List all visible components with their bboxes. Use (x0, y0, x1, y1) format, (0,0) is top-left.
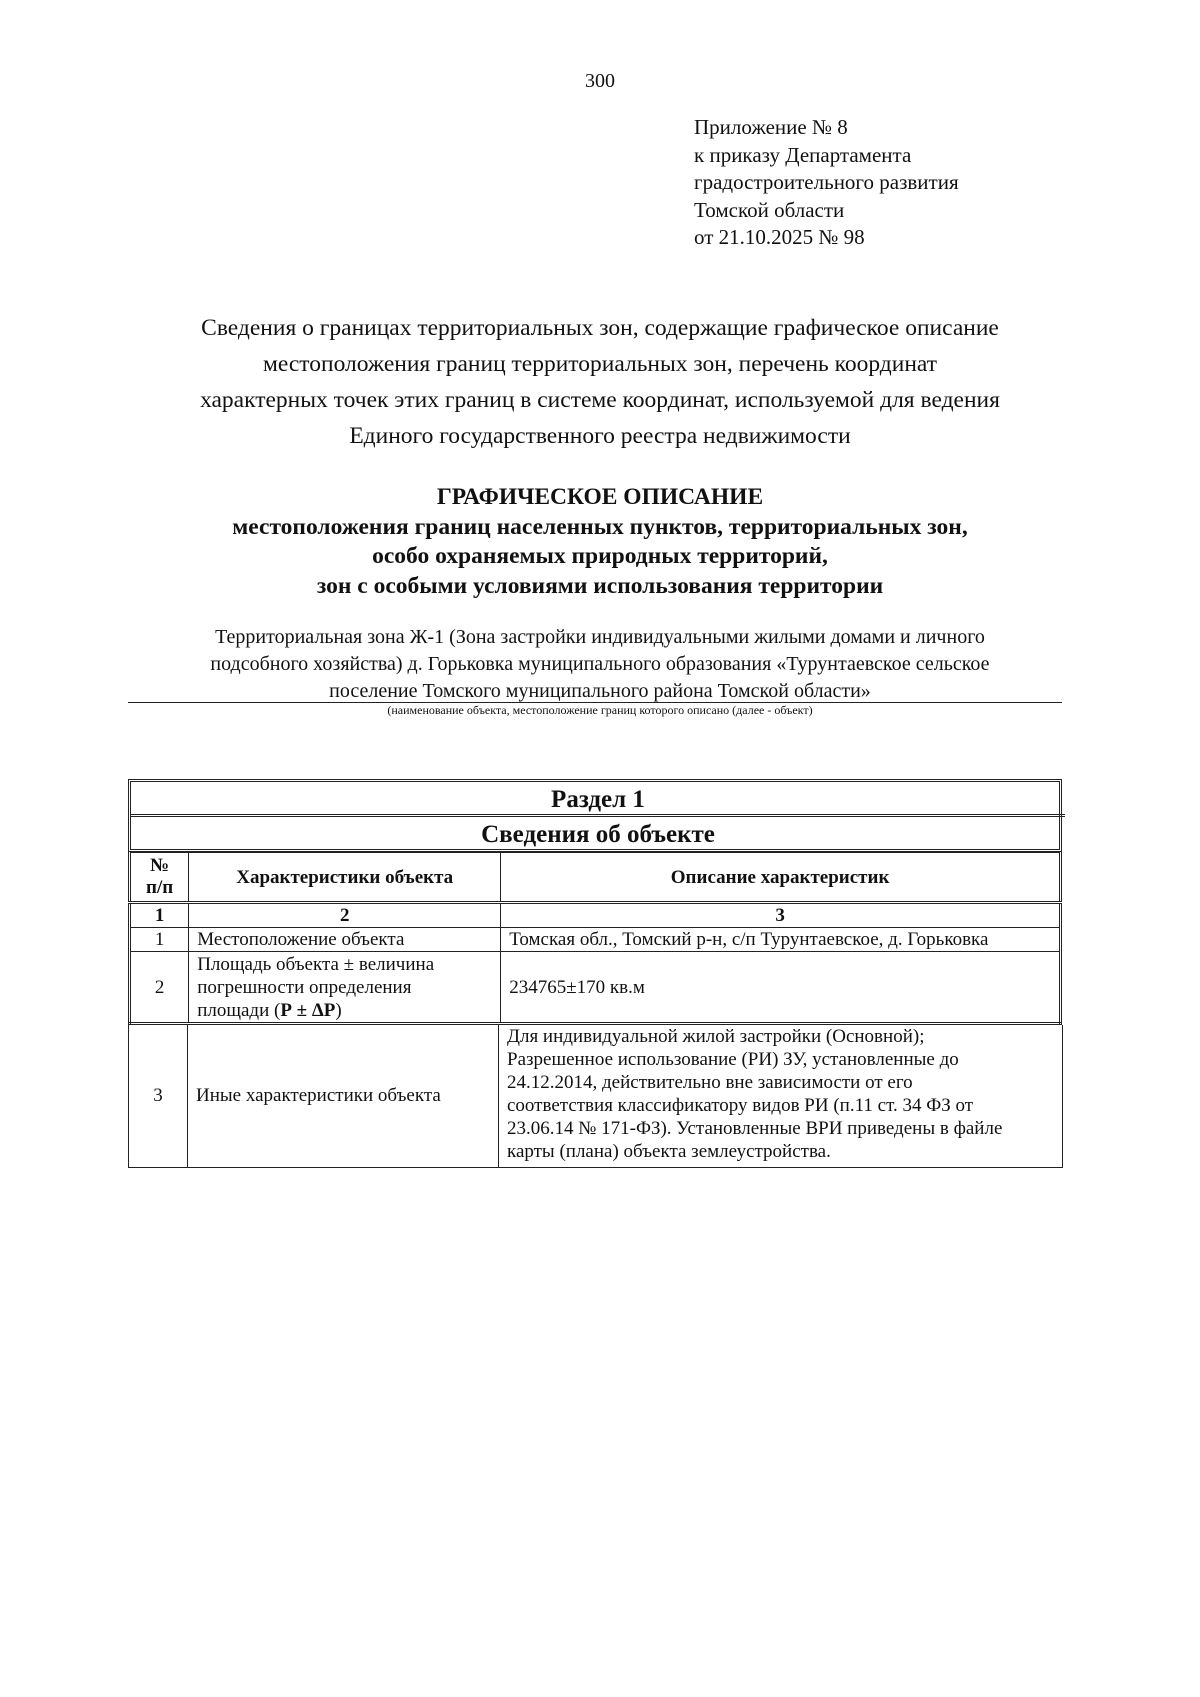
row-description: Томская обл., Томский р-н, с/п Турунтаевское, д. Горьковка (501, 928, 1061, 952)
characteristic-line: Площадь объекта ± величина (197, 953, 435, 975)
heading-subtitle-line: зон с особыми условиями использования территории (316, 572, 884, 599)
intro-paragraph (100, 310, 1100, 454)
description-line: 23.06.14 № 171-ФЗ). Установленные ВРИ приведены в файле (507, 1118, 1003, 1139)
intro-line: характерных точек этих границ в системе координат, используемой для ведения (200, 387, 1000, 413)
table-row (129, 1025, 1063, 1167)
section-table (128, 779, 1062, 1168)
column-header-characteristic: Характеристики объекта (189, 853, 501, 903)
table-row (130, 928, 1061, 952)
row-characteristic: Иные характеристики объекта (188, 1025, 499, 1167)
row-number: 3 (129, 1025, 188, 1167)
heading-subtitle-line: местоположения границ населенных пунктов, территориальных зон, (232, 513, 968, 540)
column-numbers-row (130, 903, 1061, 928)
row-number: 2 (130, 952, 189, 1024)
characteristic-text: площади ( (197, 999, 281, 1021)
characteristic-line (197, 999, 492, 1022)
intro-line: местоположения границ территориальных зон, перечень координат (262, 351, 938, 377)
description-line: Разрешенное использование (РИ) ЗУ, установленные до (507, 1049, 959, 1070)
row-number: 1 (130, 928, 189, 952)
description-line: 24.12.2014, действительно вне зависимости от его (507, 1072, 913, 1093)
appendix-block (694, 114, 959, 252)
object-caption: (наименование объекта, местоположение границ которого описано (далее - объект) (387, 703, 813, 717)
table-header-row (130, 853, 1061, 903)
row-characteristic: Местоположение объекта (189, 928, 501, 952)
object-name (110, 624, 1090, 705)
column-header-num (130, 853, 189, 903)
description-line: соответствия классификатору видов РИ (п.11 ст. 34 ФЗ от (507, 1095, 974, 1116)
document-heading (100, 483, 1100, 601)
appendix-line: Приложение № 8 (694, 115, 848, 139)
description-line: карты (плана) объекта землеустройства. (507, 1141, 831, 1162)
heading-subtitle-line: особо охраняемых природных территорий, (372, 543, 828, 569)
column-header-num-part: № (150, 855, 170, 876)
object-name-line: подсобного хозяйства) д. Горьковка муниципального образования «Турунтаевское сельское (210, 653, 990, 675)
section-grid (128, 852, 1062, 1025)
description-line: Для индивидуальной жилой застройки (Основной); (507, 1026, 925, 1047)
section-title: Раздел 1 (131, 782, 1065, 816)
row-description (499, 1025, 1063, 1167)
row-description: 234765±170 кв.м (501, 952, 1061, 1024)
column-number: 3 (501, 903, 1061, 928)
appendix-line: от 21.10.2025 № 98 (694, 225, 865, 249)
section-grid-continued (128, 1025, 1063, 1168)
intro-line: Единого государственного реестра недвижимости (349, 423, 851, 449)
column-header-num-part: п/п (146, 877, 174, 898)
column-header-description: Описание характеристик (501, 853, 1061, 903)
heading-title: ГРАФИЧЕСКОЕ ОПИСАНИЕ (436, 484, 764, 510)
table-row (130, 952, 1061, 1024)
characteristic-line: погрешности определения (197, 976, 412, 998)
section-header-frame (128, 779, 1062, 852)
section-subtitle: Сведения об объекте (481, 820, 715, 848)
appendix-line: Томской области (694, 197, 845, 222)
characteristic-text: ) (335, 999, 342, 1021)
appendix-line: градостроительного развития (694, 170, 959, 194)
object-name-line: Территориальная зона Ж-1 (Зона застройки индивидуальными жилыми домами и личного (215, 626, 985, 648)
object-name-line: поселение Томского муниципального района Томской области» (329, 680, 871, 702)
appendix-line: к приказу Департамента (694, 142, 912, 167)
page-number: 300 (585, 70, 615, 92)
column-header-num-text (133, 855, 186, 899)
area-formula: Р ± ΔР (280, 999, 336, 1021)
column-number: 2 (189, 903, 501, 928)
intro-line: Сведения о границах территориальных зон, содержащие графическое описание (201, 315, 999, 341)
column-number: 1 (130, 903, 189, 928)
row-characteristic (189, 952, 501, 1024)
